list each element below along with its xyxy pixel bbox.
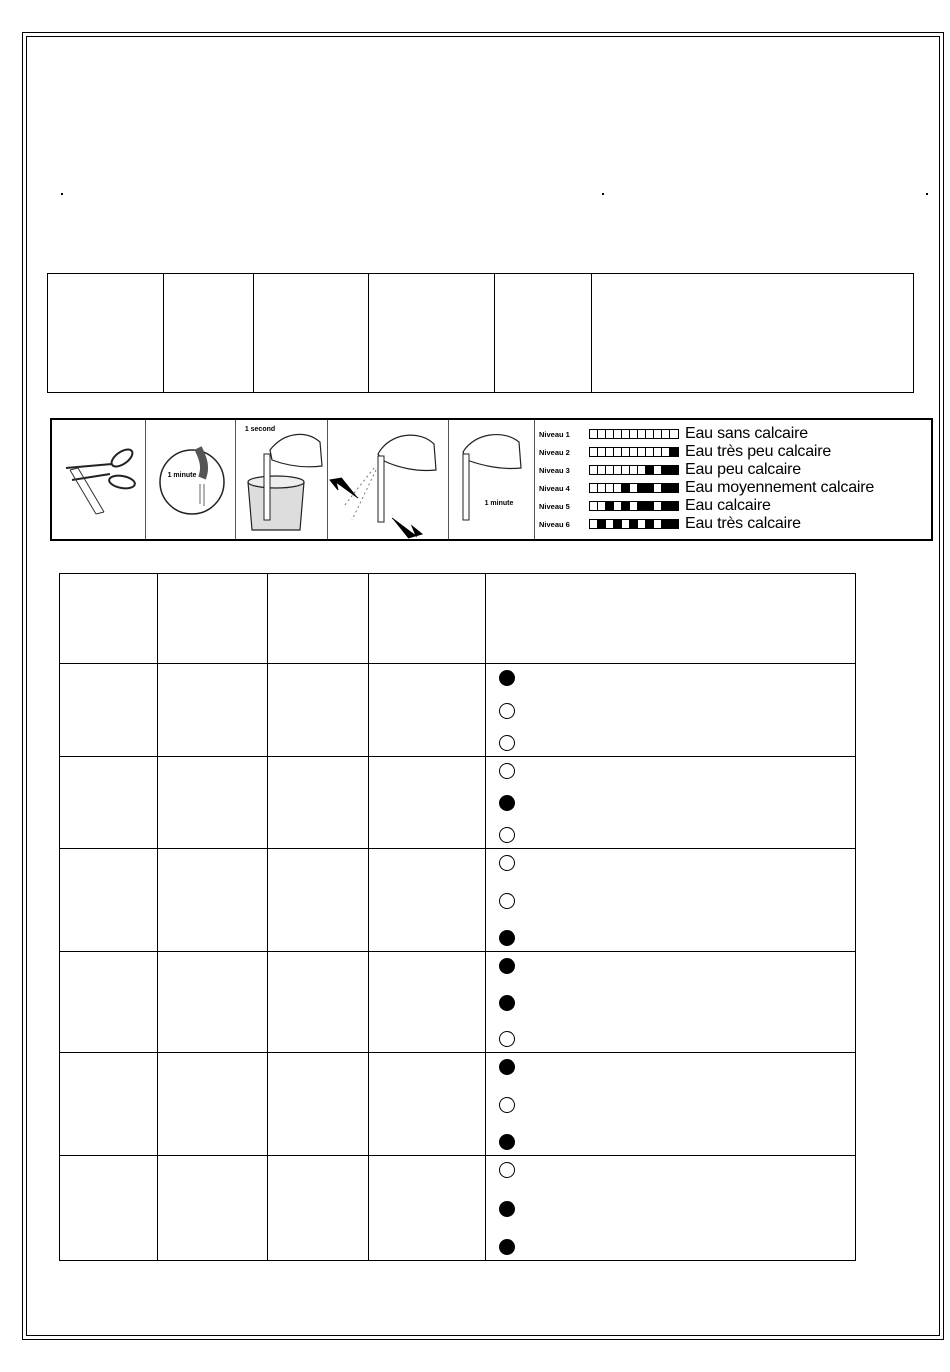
header-cell <box>592 274 914 393</box>
level-square <box>590 448 598 456</box>
step5-label: 1 minute <box>484 500 514 507</box>
results-table <box>59 573 856 1261</box>
empty-circle-option[interactable] <box>499 827 515 843</box>
level-square <box>670 430 678 438</box>
table-cell <box>369 757 486 849</box>
table-cell <box>60 1156 158 1261</box>
level-square <box>606 448 614 456</box>
level-square <box>630 520 638 528</box>
option-cell <box>486 757 856 849</box>
hand-shake-icon <box>328 420 449 539</box>
level-square <box>598 448 606 456</box>
level-square <box>622 448 630 456</box>
level-square <box>614 520 622 528</box>
level-square <box>638 466 646 474</box>
level-square <box>598 520 606 528</box>
filled-circle-option[interactable] <box>499 1201 515 1217</box>
option-cell <box>486 664 856 757</box>
level-square <box>614 466 622 474</box>
table-cell <box>158 664 268 757</box>
level-square <box>638 484 646 492</box>
level-description: Eau très calcaire <box>685 515 801 532</box>
level-name: Niveau 3 <box>539 465 570 475</box>
table-cell <box>60 1053 158 1156</box>
scissors-icon <box>52 420 146 539</box>
filled-circle-option[interactable] <box>499 670 515 686</box>
table-row <box>60 1053 856 1156</box>
step-cut-strip <box>52 420 146 539</box>
table-cell <box>369 952 486 1053</box>
step-dip-strip <box>236 420 328 539</box>
level-color-bar <box>589 501 679 511</box>
table-cell <box>60 757 158 849</box>
step2-label: 1 minute <box>167 472 197 479</box>
table-cell <box>60 849 158 952</box>
level-row <box>539 497 771 515</box>
table-header-cell <box>268 574 369 664</box>
filled-circle-option[interactable] <box>499 1134 515 1150</box>
filled-circle-option[interactable] <box>499 1059 515 1075</box>
table-cell <box>158 1156 268 1261</box>
header-table <box>47 273 914 393</box>
filled-circle-option[interactable] <box>499 995 515 1011</box>
level-square <box>662 484 670 492</box>
table-cell <box>268 1156 369 1261</box>
level-name: Niveau 2 <box>539 447 570 457</box>
empty-circle-option[interactable] <box>499 703 515 719</box>
level-square <box>606 502 614 510</box>
level-square <box>662 466 670 474</box>
level-square <box>614 430 622 438</box>
level-square <box>646 430 654 438</box>
table-cell <box>158 952 268 1053</box>
level-square <box>646 520 654 528</box>
tick-mark <box>602 193 604 195</box>
level-square <box>670 466 678 474</box>
header-cell <box>369 274 495 393</box>
level-square <box>614 448 622 456</box>
table-cell <box>369 1156 486 1261</box>
empty-circle-option[interactable] <box>499 1097 515 1113</box>
level-square <box>590 466 598 474</box>
level-square <box>638 448 646 456</box>
level-description: Eau sans calcaire <box>685 425 808 442</box>
level-square <box>654 520 662 528</box>
level-square <box>670 484 678 492</box>
level-square <box>590 430 598 438</box>
level-square <box>662 520 670 528</box>
empty-circle-option[interactable] <box>499 855 515 871</box>
step-run-water <box>146 420 236 539</box>
level-square <box>598 502 606 510</box>
table-cell <box>369 664 486 757</box>
level-square <box>630 430 638 438</box>
table-cell <box>158 757 268 849</box>
level-square <box>622 430 630 438</box>
empty-circle-option[interactable] <box>499 1162 515 1178</box>
filled-circle-option[interactable] <box>499 930 515 946</box>
option-cell <box>486 1156 856 1261</box>
level-description: Eau très peu calcaire <box>685 443 832 460</box>
step-wait <box>449 420 535 539</box>
hardness-levels <box>535 420 931 539</box>
hand-glass-icon <box>236 420 328 539</box>
table-cell <box>268 1053 369 1156</box>
level-square <box>590 502 598 510</box>
level-square <box>630 448 638 456</box>
option-cell <box>486 1053 856 1156</box>
header-cell <box>254 274 369 393</box>
level-square <box>606 484 614 492</box>
table-cell <box>369 849 486 952</box>
level-description: Eau peu calcaire <box>685 461 801 478</box>
level-name: Niveau 6 <box>539 519 570 529</box>
level-square <box>614 502 622 510</box>
level-square <box>654 466 662 474</box>
table-header-cell <box>369 574 486 664</box>
level-square <box>662 448 670 456</box>
level-square <box>622 520 630 528</box>
level-square <box>622 466 630 474</box>
table-row <box>60 952 856 1053</box>
filled-circle-option[interactable] <box>499 795 515 811</box>
tick-mark <box>61 193 63 195</box>
level-square <box>646 466 654 474</box>
tick-mark <box>926 193 928 195</box>
step3-label: 1 second <box>244 426 276 433</box>
level-square <box>662 502 670 510</box>
level-square <box>670 448 678 456</box>
level-square <box>638 520 646 528</box>
level-square <box>670 520 678 528</box>
filled-circle-option[interactable] <box>499 958 515 974</box>
level-square <box>670 502 678 510</box>
instruction-strip <box>50 418 933 541</box>
table-header-cell <box>486 574 856 664</box>
table-cell <box>60 952 158 1053</box>
level-color-bar <box>589 519 679 529</box>
table-row <box>60 664 856 757</box>
table-cell <box>369 1053 486 1156</box>
level-square <box>646 448 654 456</box>
level-square <box>654 430 662 438</box>
level-square <box>654 448 662 456</box>
table-row <box>60 849 856 952</box>
empty-circle-option[interactable] <box>499 893 515 909</box>
table-cell <box>158 849 268 952</box>
table-header-cell <box>60 574 158 664</box>
table-cell <box>60 664 158 757</box>
level-description: Eau calcaire <box>685 497 771 514</box>
level-row <box>539 479 874 497</box>
level-color-bar <box>589 429 679 439</box>
level-square <box>598 484 606 492</box>
level-square <box>638 502 646 510</box>
level-square <box>662 430 670 438</box>
faucet-clock-icon <box>146 420 236 539</box>
level-name: Niveau 5 <box>539 501 570 511</box>
level-name: Niveau 1 <box>539 429 570 439</box>
table-row <box>60 757 856 849</box>
level-description: Eau moyennement calcaire <box>685 479 875 496</box>
level-row <box>539 443 831 461</box>
option-cell <box>486 849 856 952</box>
level-square <box>606 520 614 528</box>
table-row <box>60 1156 856 1261</box>
level-square <box>654 484 662 492</box>
step-shake-strip <box>328 420 449 539</box>
header-cell <box>164 274 254 393</box>
level-square <box>654 502 662 510</box>
level-row <box>539 515 801 533</box>
filled-circle-option[interactable] <box>499 1239 515 1255</box>
level-square <box>606 466 614 474</box>
level-color-bar <box>589 465 679 475</box>
level-square <box>614 484 622 492</box>
empty-circle-option[interactable] <box>499 1031 515 1047</box>
table-cell <box>268 757 369 849</box>
table-cell <box>268 952 369 1053</box>
level-square <box>646 484 654 492</box>
level-square <box>606 430 614 438</box>
level-row <box>539 425 808 443</box>
level-square <box>590 520 598 528</box>
level-square <box>638 430 646 438</box>
hand-strip-icon <box>449 420 535 539</box>
empty-circle-option[interactable] <box>499 763 515 779</box>
option-cell <box>486 952 856 1053</box>
level-square <box>622 502 630 510</box>
empty-circle-option[interactable] <box>499 735 515 751</box>
level-color-bar <box>589 447 679 457</box>
level-name: Niveau 4 <box>539 483 570 493</box>
level-square <box>630 484 638 492</box>
level-color-bar <box>589 483 679 493</box>
level-square <box>622 484 630 492</box>
table-cell <box>158 1053 268 1156</box>
level-square <box>630 502 638 510</box>
table-header-cell <box>158 574 268 664</box>
level-square <box>598 430 606 438</box>
level-row <box>539 461 801 479</box>
level-square <box>590 484 598 492</box>
level-square <box>646 502 654 510</box>
level-square <box>598 466 606 474</box>
table-cell <box>268 849 369 952</box>
header-cell <box>495 274 592 393</box>
level-square <box>630 466 638 474</box>
header-cell <box>48 274 164 393</box>
table-cell <box>268 664 369 757</box>
